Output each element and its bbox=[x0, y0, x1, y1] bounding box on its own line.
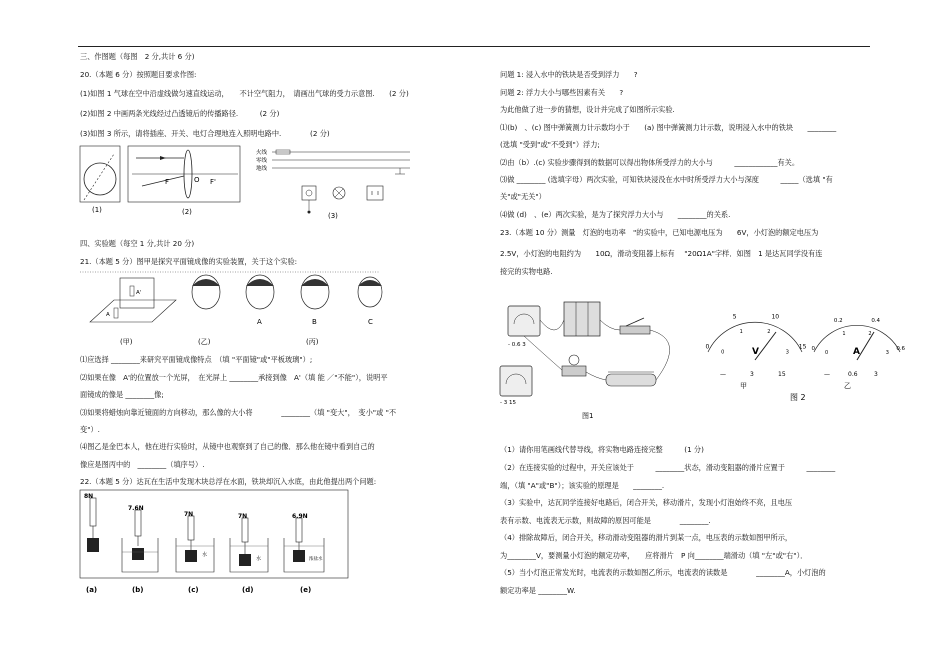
iron-block-c bbox=[185, 550, 197, 562]
a-outer-tick-2: 0.4 bbox=[871, 318, 881, 324]
q23-part4b: 为________V，要测量小灯泡的额定功率， 应将滑片 P 向________端滑动（填 "左"或"右"）． bbox=[500, 551, 808, 560]
a-term-3: 3 bbox=[874, 371, 878, 378]
label-a: (a) bbox=[86, 586, 98, 594]
fig21-yi: (乙) bbox=[198, 338, 211, 346]
fig23-label-1: 图1 bbox=[582, 412, 594, 420]
q22-design: 为此他做了进一步的猜想，设计并完成了如图所示实验. bbox=[500, 105, 675, 114]
a-inner-tick-2: 2 bbox=[868, 330, 872, 337]
q21-part1: ⑴应选择 ________来研究平面镜成像特点 （填 "平面镜"或"平板玻璃"）; bbox=[80, 355, 313, 364]
focus-f: F bbox=[165, 178, 170, 186]
v-outer-tick-2: 10 bbox=[771, 313, 780, 321]
a-term-06: 0.6 bbox=[848, 371, 858, 378]
q21-part3a: ⑶如果将蜡烛向靠近镜面的方向移动，那么像的大小将 ________（填 "变大"， 变小"或 "不 bbox=[80, 408, 397, 417]
spring-scale-c bbox=[188, 516, 194, 540]
candle-a-label: A bbox=[106, 312, 110, 318]
q23-stem-c: 接完的实物电路. bbox=[500, 267, 553, 276]
battery-box bbox=[564, 302, 600, 336]
v-outer-tick-3: 15 bbox=[798, 343, 807, 351]
table-plane bbox=[90, 300, 176, 322]
figure-q20 bbox=[80, 146, 420, 226]
q22-part3b: 关"或"无关"） bbox=[500, 192, 546, 201]
section-4-title: 四、实验题（每空 1 分,共计 20 分) bbox=[80, 239, 195, 248]
fig21-jia: (甲) bbox=[120, 338, 133, 346]
a-outer-tick-3: 0.6 bbox=[896, 345, 906, 352]
bulb-device bbox=[569, 355, 579, 365]
iron-block-d bbox=[239, 554, 251, 566]
q20-part2: (2)如图 2 中画两条光线经过凸透镜后的传播路径. (2 分) bbox=[80, 109, 280, 118]
spring-scale-b bbox=[135, 510, 141, 536]
q21-part2b: 面镜成的像是 ________像; bbox=[80, 390, 164, 399]
ammeter-device bbox=[508, 306, 540, 336]
reading-b: 7.6N bbox=[128, 505, 144, 512]
q23-part5a: （5）当小灯泡正常发光时，电流表的示数如图乙所示，电流表的读数是 ________A，小灯泡的 bbox=[500, 568, 826, 577]
q23-part1: （1）请你用笔画线代替导线，将实物电路连接完整 (1 分) bbox=[500, 445, 704, 454]
q22-part1a: ⑴(b) 、(c) 图中弹簧测力计示数均小于 (a) 图中弹簧测力计示数，说明浸入水中的铁块 ________ bbox=[500, 123, 837, 132]
focus-f2: F' bbox=[210, 178, 216, 186]
voltmeter-terminals: - 3 15 bbox=[500, 400, 516, 406]
v-term-neg: — bbox=[720, 371, 726, 378]
iron-block-a bbox=[87, 538, 99, 552]
meter-yi: 乙 bbox=[844, 382, 851, 390]
q23-stem-b: 2.5V，小灯泡的电阻约为 10Ω，滑动变阻器上标有 "20Ω1A"字样．如图 1 是达瓦同学没有连 bbox=[500, 249, 823, 258]
image-a-label: A' bbox=[136, 290, 142, 296]
q20-part1: (1)如图 1 气球在空中沿虚线做匀速直线运动， 不计空气阻力， 请画出气球的受力示意图. (2 分) bbox=[80, 89, 409, 98]
figure-q23-meters bbox=[698, 312, 904, 402]
live-wire-label: 火线 bbox=[256, 150, 268, 156]
reading-a: 8N bbox=[84, 493, 94, 500]
reading-c: 7N bbox=[184, 511, 194, 518]
a-inner-tick-0: 0 bbox=[825, 350, 829, 357]
q22-part1b: (选填 "受到"或"不受到"）浮力; bbox=[500, 140, 600, 149]
spring-scale-a bbox=[90, 498, 96, 526]
label-b: (b) bbox=[132, 586, 144, 594]
face-c-label: C bbox=[368, 318, 373, 326]
q23-stem-a: 23.（本题 10 分）测量 灯泡的电功率 "的实验中，已知电源电压为 6V，小灯泡的额定电压为 bbox=[500, 228, 819, 237]
q23-part3b: 表有示数、电流表无示数，则故障的原因可能是 ________. bbox=[500, 516, 711, 525]
a-outer-tick-1: 0.2 bbox=[833, 318, 843, 324]
iron-block-e bbox=[293, 550, 305, 562]
fig20-label-2: (2) bbox=[182, 208, 192, 216]
reading-d: 7N bbox=[238, 513, 248, 520]
q21-part4b: 像应是图丙中的 ________（填序号）. bbox=[80, 460, 205, 469]
socket-symbol bbox=[367, 186, 383, 200]
label-d: (d) bbox=[242, 586, 254, 594]
fig20-label-3: (3) bbox=[328, 212, 338, 220]
switch-device bbox=[620, 326, 650, 334]
v-outer-tick-0: 0 bbox=[705, 343, 710, 351]
q23-part2a: （2）在连接实验的过程中，开关应该处于 ________状态，滑动变阻器的滑片应置于 ________ bbox=[500, 463, 836, 472]
q20-stem: 20.（本题 6 分）按照题目要求作图: bbox=[80, 70, 197, 79]
figure-q22 bbox=[80, 490, 360, 600]
v-inner-tick-3: 3 bbox=[785, 349, 789, 356]
water-c: 水 bbox=[202, 552, 208, 558]
v-inner-tick-2: 2 bbox=[767, 328, 771, 335]
q21-part2a: ⑵如果在像 A'的位置放一个光屏， 在光屏上 ________承接到像 A'（填 能 ／"不能"），说明平 bbox=[80, 373, 388, 382]
switch-symbol bbox=[302, 186, 316, 200]
meter-jia: 甲 bbox=[740, 382, 747, 390]
q21-stem: 21.（本题 5 分）图甲是探究平面镜成像的实验装置，关于这个实验: bbox=[80, 257, 298, 266]
q23-part2b: 端，（填 "A"或"B"）；该实验的原理是 ________. bbox=[500, 481, 665, 490]
face-a-label: A bbox=[257, 318, 262, 326]
salt-water-e: 浓盐水 bbox=[309, 557, 323, 562]
q21-part3b: 变"）. bbox=[80, 425, 100, 434]
ammeter-symbol: A bbox=[853, 347, 860, 357]
reading-e: 6.9N bbox=[292, 513, 308, 520]
label-c: (c) bbox=[188, 586, 199, 594]
q22-part3a: ⑶做 ________ (选填字母）两次实验，可知铁块浸没在水中时所受浮力大小与深度 _____（选填 "有 bbox=[500, 175, 833, 184]
v-inner-tick-0: 0 bbox=[721, 349, 725, 356]
balloon bbox=[84, 163, 116, 195]
figure-q21 bbox=[80, 270, 390, 350]
header-rule bbox=[78, 46, 870, 47]
v-outer-tick-1: 5 bbox=[732, 313, 737, 321]
voltmeter-device bbox=[500, 366, 532, 396]
ground-wire-label: 地线 bbox=[256, 166, 268, 172]
q23-part3a: （3）实验中，达瓦同学连接好电路后，闭合开关，移动滑片，发现小灯泡始终不亮，且电压 bbox=[500, 498, 793, 507]
v-term-15: 15 bbox=[778, 371, 786, 378]
q21-part4a: ⑷图乙是金巴本人，他在进行实验时，从镜中也观察到了自己的像．那么他在镜中看到自己的 bbox=[80, 442, 375, 451]
a-outer-tick-0: 0 bbox=[811, 345, 816, 352]
fig20-label-1: (1) bbox=[92, 206, 102, 214]
bulb-base bbox=[562, 366, 586, 376]
section-3-title: 三、作图题（每图 2 分,共计 6 分) bbox=[80, 52, 195, 61]
q22-stem: 22.（本题 5 分）达瓦在生活中发现木块总浮在水面，铁块却沉入水底，由此他提出两个问题: bbox=[80, 477, 377, 486]
iron-block-b bbox=[132, 548, 144, 560]
figure-q23-circuit bbox=[496, 300, 696, 424]
label-e: (e) bbox=[300, 586, 312, 594]
q22-part2: ⑵由（b）.(c) 实验步骤得到的数据可以得出物体所受浮力的大小与 ____________有关。 bbox=[500, 158, 800, 167]
voltmeter-symbol: V bbox=[752, 347, 759, 357]
q23-part5b: 额定功率是 ________W. bbox=[500, 586, 576, 595]
rheostat-device bbox=[606, 374, 656, 386]
spring-scale-e bbox=[296, 518, 302, 542]
ammeter-terminals: - 0.6 3 bbox=[508, 342, 526, 348]
center-o: O bbox=[194, 176, 200, 184]
spring-scale-d bbox=[242, 518, 248, 542]
face-b-label: B bbox=[312, 318, 317, 326]
q22-question1: 问题 1: 浸入水中的铁块是否受到浮力 ? bbox=[500, 70, 638, 79]
fig23-label-2: 图 2 bbox=[790, 393, 806, 402]
q20-part3: (3)如图 3 所示，请将插座、开关、电灯合理地连入照明电路中. (2 分) bbox=[80, 129, 330, 138]
q22-part4: ⑷做 (d) 、(e）两次实验，是为了探究浮力大小与 ________的关系. bbox=[500, 210, 731, 219]
water-d: 水 bbox=[256, 556, 262, 562]
fig21-bing: (丙) bbox=[306, 338, 319, 346]
a-inner-tick-3: 3 bbox=[885, 350, 889, 357]
a-inner-tick-1: 1 bbox=[842, 330, 846, 337]
a-term-neg: — bbox=[824, 371, 830, 378]
q22-question2: 问题 2: 浮力大小与哪些因素有关 ? bbox=[500, 88, 624, 97]
v-term-3: 3 bbox=[750, 371, 754, 378]
v-inner-tick-1: 1 bbox=[739, 328, 743, 335]
q23-part4a: （4）排除故障后，闭合开关，移动滑动变阻器的滑片到某一点，电压表的示数如图甲所示， bbox=[500, 533, 793, 542]
neutral-wire-label: 零线 bbox=[256, 158, 268, 164]
